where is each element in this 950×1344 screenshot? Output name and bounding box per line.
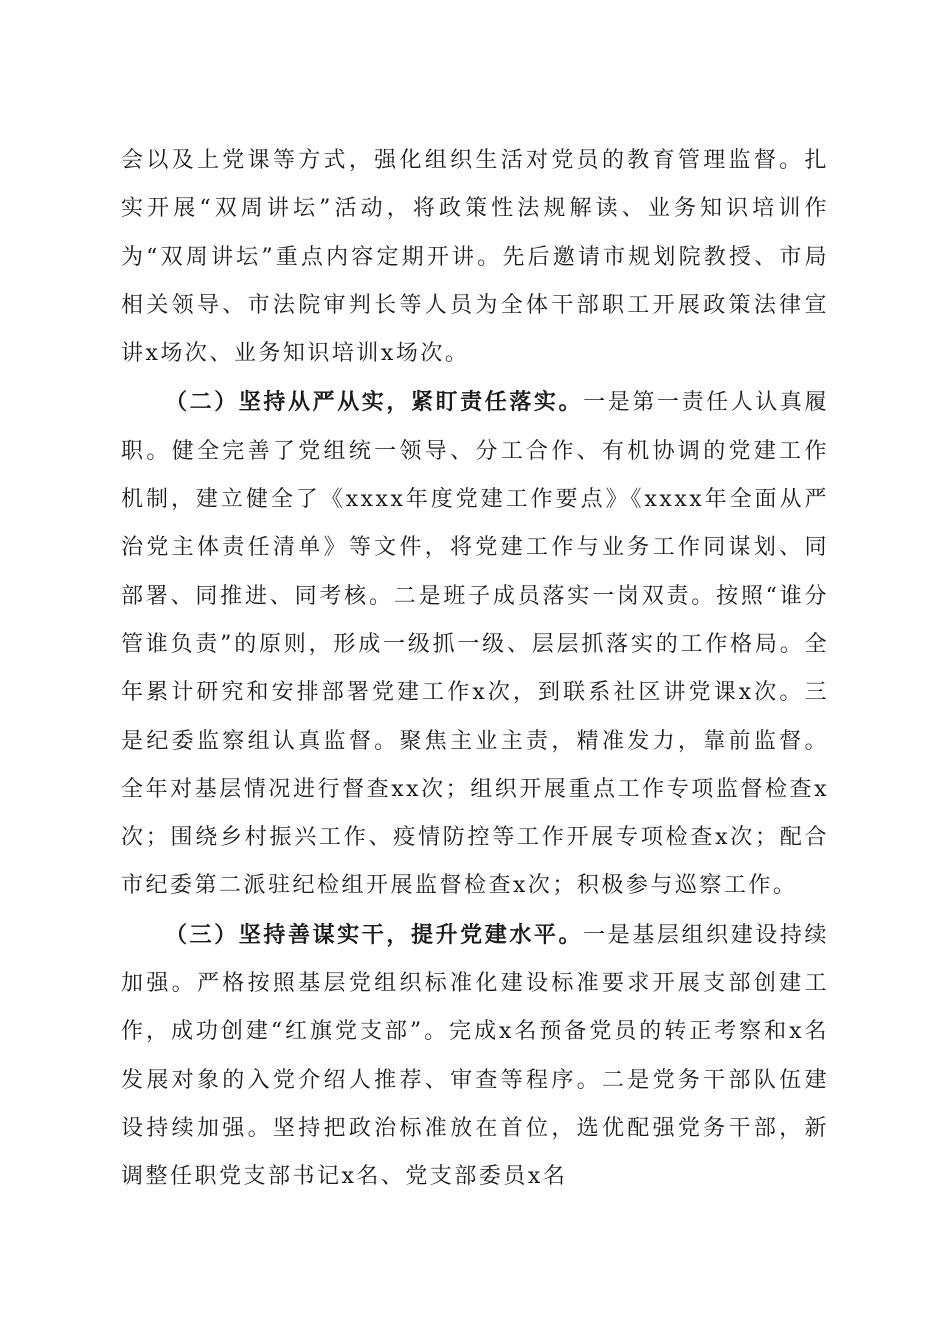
paragraph-party-building — [121, 911, 829, 1202]
paragraph-3-text: 一是基层组织建设持续加强。严格按照基层党组织标准化建设标准要求开展支部创建工作，成功创建“红旗党支部”。完成x名预备党员的转正考察和x名发展对象的入党介绍人推荐、审查等程序。二是党务干部队伍建设持续加强。坚持把政治标准放在首位，选优配强党务干部，新调整任职党支部书记x名、党支部委员x名 — [121, 922, 829, 1190]
document-body — [121, 137, 829, 1202]
paragraph-3-heading: （三）坚持善谋实干，提升党建水平。 — [165, 921, 584, 948]
paragraph-continuation — [121, 137, 829, 378]
paragraph-2-text: 一是第一责任人认真履职。健全完善了党组统一领导、分工合作、有机协调的党建工作机制，建立健全了《xxxx年度党建工作要点》《xxxx年全面从严治党主体责任清单》等文件，将党建工作与业务工作同谋划、同部署、同推进、同考核。二是班子成员落实一岗双责。按照“谁分管谁负责”的原则，形成一级抓一级、层层抓落实的工作格局。全年累计研究和安排部署党建工作x次，到联系社区讲党课x次。三是纪委监察组认真监督。聚焦主业主责，精准发力，靠前监督。全年对基层情况进行督查xx次；组织开展重点工作专项监督检查x次；围绕乡村振兴工作、疫情防控等工作开展专项检查x次；配合市纪委第二派驻纪检组开展监督检查x次；积极参与巡察工作。 — [121, 390, 829, 899]
paragraph-1-text: 会以及上党课等方式，强化组织生活对党员的教育管理监督。扎实开展“双周讲坛”活动，将政策性法规解读、业务知识培训作为“双周讲坛”重点内容定期开讲。先后邀请市规划院教授、市局相关领导、市法院审判长等人员为全体干部职工开展政策法律宣讲x场次、业务知识培训x场次。 — [121, 148, 829, 367]
paragraph-responsibility — [121, 378, 829, 910]
paragraph-2-heading: （二）坚持从严从实，紧盯责任落实。 — [165, 389, 584, 416]
